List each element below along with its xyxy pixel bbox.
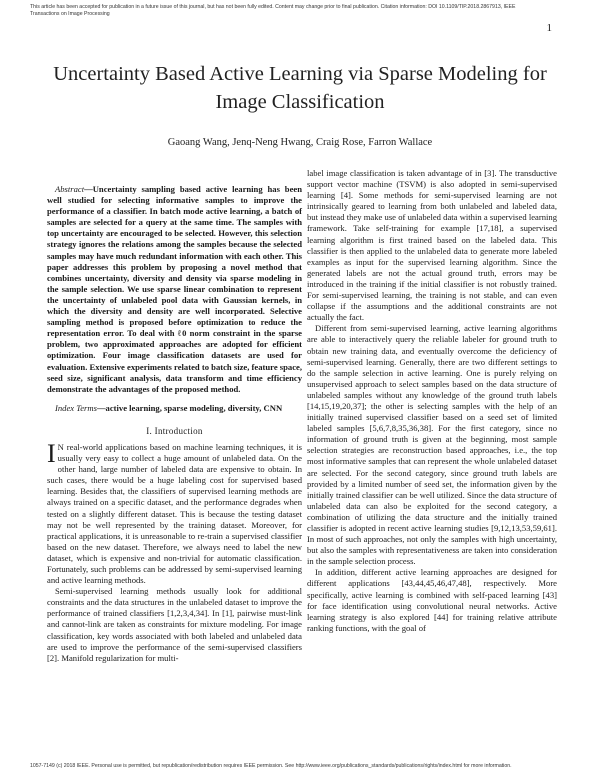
page-number: 1: [546, 22, 552, 34]
abstract-label: Abstract: [55, 184, 85, 194]
index-terms-text: —active learning, sparse modeling, diversity, CNN: [96, 402, 283, 413]
index-terms-label: Index Terms: [55, 402, 97, 413]
abstract-text: —Uncertainty sampling based active learning has been well studied for selecting informative samples to improve the performance of a classifier. In batch mode active learning, a batch of samples are selected for a query at the same time. The samples with top uncertainty are encouraged to be selected. However, this selection strategy ignores the relations among the samples because the selected samples may have much redundant information with each other. This paper addresses this problem by proposing a novel method that combines uncertainty, diversity and density via sparse modeling in the sample selection. We use sparse linear combination to represent the uncertainty of unlabeled pool data with Gaussian kernels, in which the diversity and density are well incorporated. Selective sampling method is proposed before optimization to reduce the representation error. To deal with ℓ0 norm constraint in the sparse problem, two approximated approaches are adopted for efficient optimization. Four image classification datasets are used for evaluation. Extensive experiments related to batch size, feature space, seed size, significant analysis, data transform and time efficiency demonstrate the advantages of the proposed method.: [47, 184, 302, 394]
drop-cap: I: [47, 438, 56, 468]
abstract: [47, 184, 302, 395]
notice-line-2: Transactions on Image Processing: [30, 11, 110, 17]
index-terms: [47, 403, 302, 414]
copyright-footer: 1057-7149 (c) 2018 IEEE. Personal use is permitted, but republication/redistribution requires IEEE permission. See http://www.ieee.org/publications_standards/publications/rights/index.html for more information.: [30, 763, 512, 769]
journal-notice: [30, 4, 590, 18]
intro-paragraph-2: Semi-supervised learning methods usually look for additional constraints and the data structures in the unlabeled dataset to improve the performance of trained classifiers [1,2,3,4,34]. In [1], pairwise must-link and cannot-link are taken as constraints for mixture modeling. For image classification, key words associated with both labeled and unlabeled data are used to improve the performance of the semi-supervised classifiers [2]. Manifold regularization for multi-: [47, 586, 302, 663]
left-column: [47, 184, 302, 664]
intro-paragraph-4: Different from semi-supervised learning, active learning algorithms are able to interactively query the reliable labeler for ground truth to obtain new training data, and eventually overcome the deficiency of semi-supervised learning. Generally, there are two different settings to do the sample selection in active learning. One is purely relying on unsupervised approach to select samples based on the data structure of unlabeled samples without any knowledge of the ground truth labels [14,15,19,20,37]; the other is selecting samples with the help of an initially trained supervised classifier based on a seed set of limited labeled samples [5,6,7,8,35,36,38]. For the first category, since no information of ground truth is given at the beginning, most sample selection strategies are reconstruction based approaches, i.e., the top most informative samples that can represent the whole unlabeled dataset are selected. For the second category, since ground truth labels are provided by a limited number of seed set, the information given by the initially trained classifier can be well utilized. Since the data structure of unlabeled data can also be exploited for the second category, a combination of utilizing the data structure and the initially trained classifier is adopted in recent active learning studies [9,12,13,53,59,61]. In most of such approaches, not only the samples with high uncertainty, but also the samples with representativeness are taken into consideration in the sample selection process.: [307, 323, 557, 567]
intro-paragraph-1-text: N real-world applications based on machine learning techniques, it is usually very easy to collect a huge amount of unlabeled data. On the other hand, large number of labeled data are expensive to obtain. In such cases, there would be a huge labeling cost for supervised based learning. Besides that, the classifiers of supervised learning methods are always trained on a specific dataset, and the performance degrades when tested on a slightly different dataset. This is because the testing dataset may not be well represented by the training dataset. Moreover, for practical applications, it is unreasonable to re-train a supervised classifier based on the new dataset. Therefore, we always need to label the new dataset, which is expensive and non-trivial for automatic classification. Fortunately, such problems can be addressed by semi-supervised learning and active learning methods.: [47, 441, 302, 586]
right-column: [307, 168, 557, 634]
intro-paragraph-3: label image classification is taken advantage of in [3]. The transductive support vector machine (TSVM) is also adopted in semi-supervised learning [4]. Some methods for semi-supervised learning are not intrinsically geared to learning from both unlabeled and labeled data, but instead they make use of unlabeled data within a supervised learning framework. Take self-training for example [17,18], a supervised learning algorithm is first trained based on the labeled data. This classifier is then applied to the unlabeled data to generate more labeled examples as input for the supervised learning algorithm. Since the generated labels are not the actual ground truth, errors may be introduced in the training if the initial classifier is not robustly trained. For semi-supervised learning, the training is not stable, and can even collapse if the assumptions and the additional constraints are not actually the fact.: [307, 168, 557, 323]
paper-title: Uncertainty Based Active Learning via Sparse Modeling for Image Classification: [53, 63, 547, 113]
paper-authors: Gaoang Wang, Jenq-Neng Hwang, Craig Rose, Farron Wallace: [167, 137, 433, 148]
section-heading: I. Introduction: [146, 425, 203, 436]
intro-paragraph-5: In addition, different active learning approaches are designed for different applications [43,44,45,46,47,48], respectively. More specifically, active learning is combined with self-paced learning [43] for face identification using convolutional neural networks. Active learning strategy is also explored [44] for training relative attribute ranking functions, with the goal of: [307, 567, 557, 633]
notice-line-1: This article has been accepted for publication in a future issue of this journal, but has not been fully edited. Content may change prior to final publication. Citation information: DOI 10.1109/TIP.2018.2867913, IEEE: [30, 4, 516, 10]
intro-paragraph-1: [47, 438, 302, 586]
